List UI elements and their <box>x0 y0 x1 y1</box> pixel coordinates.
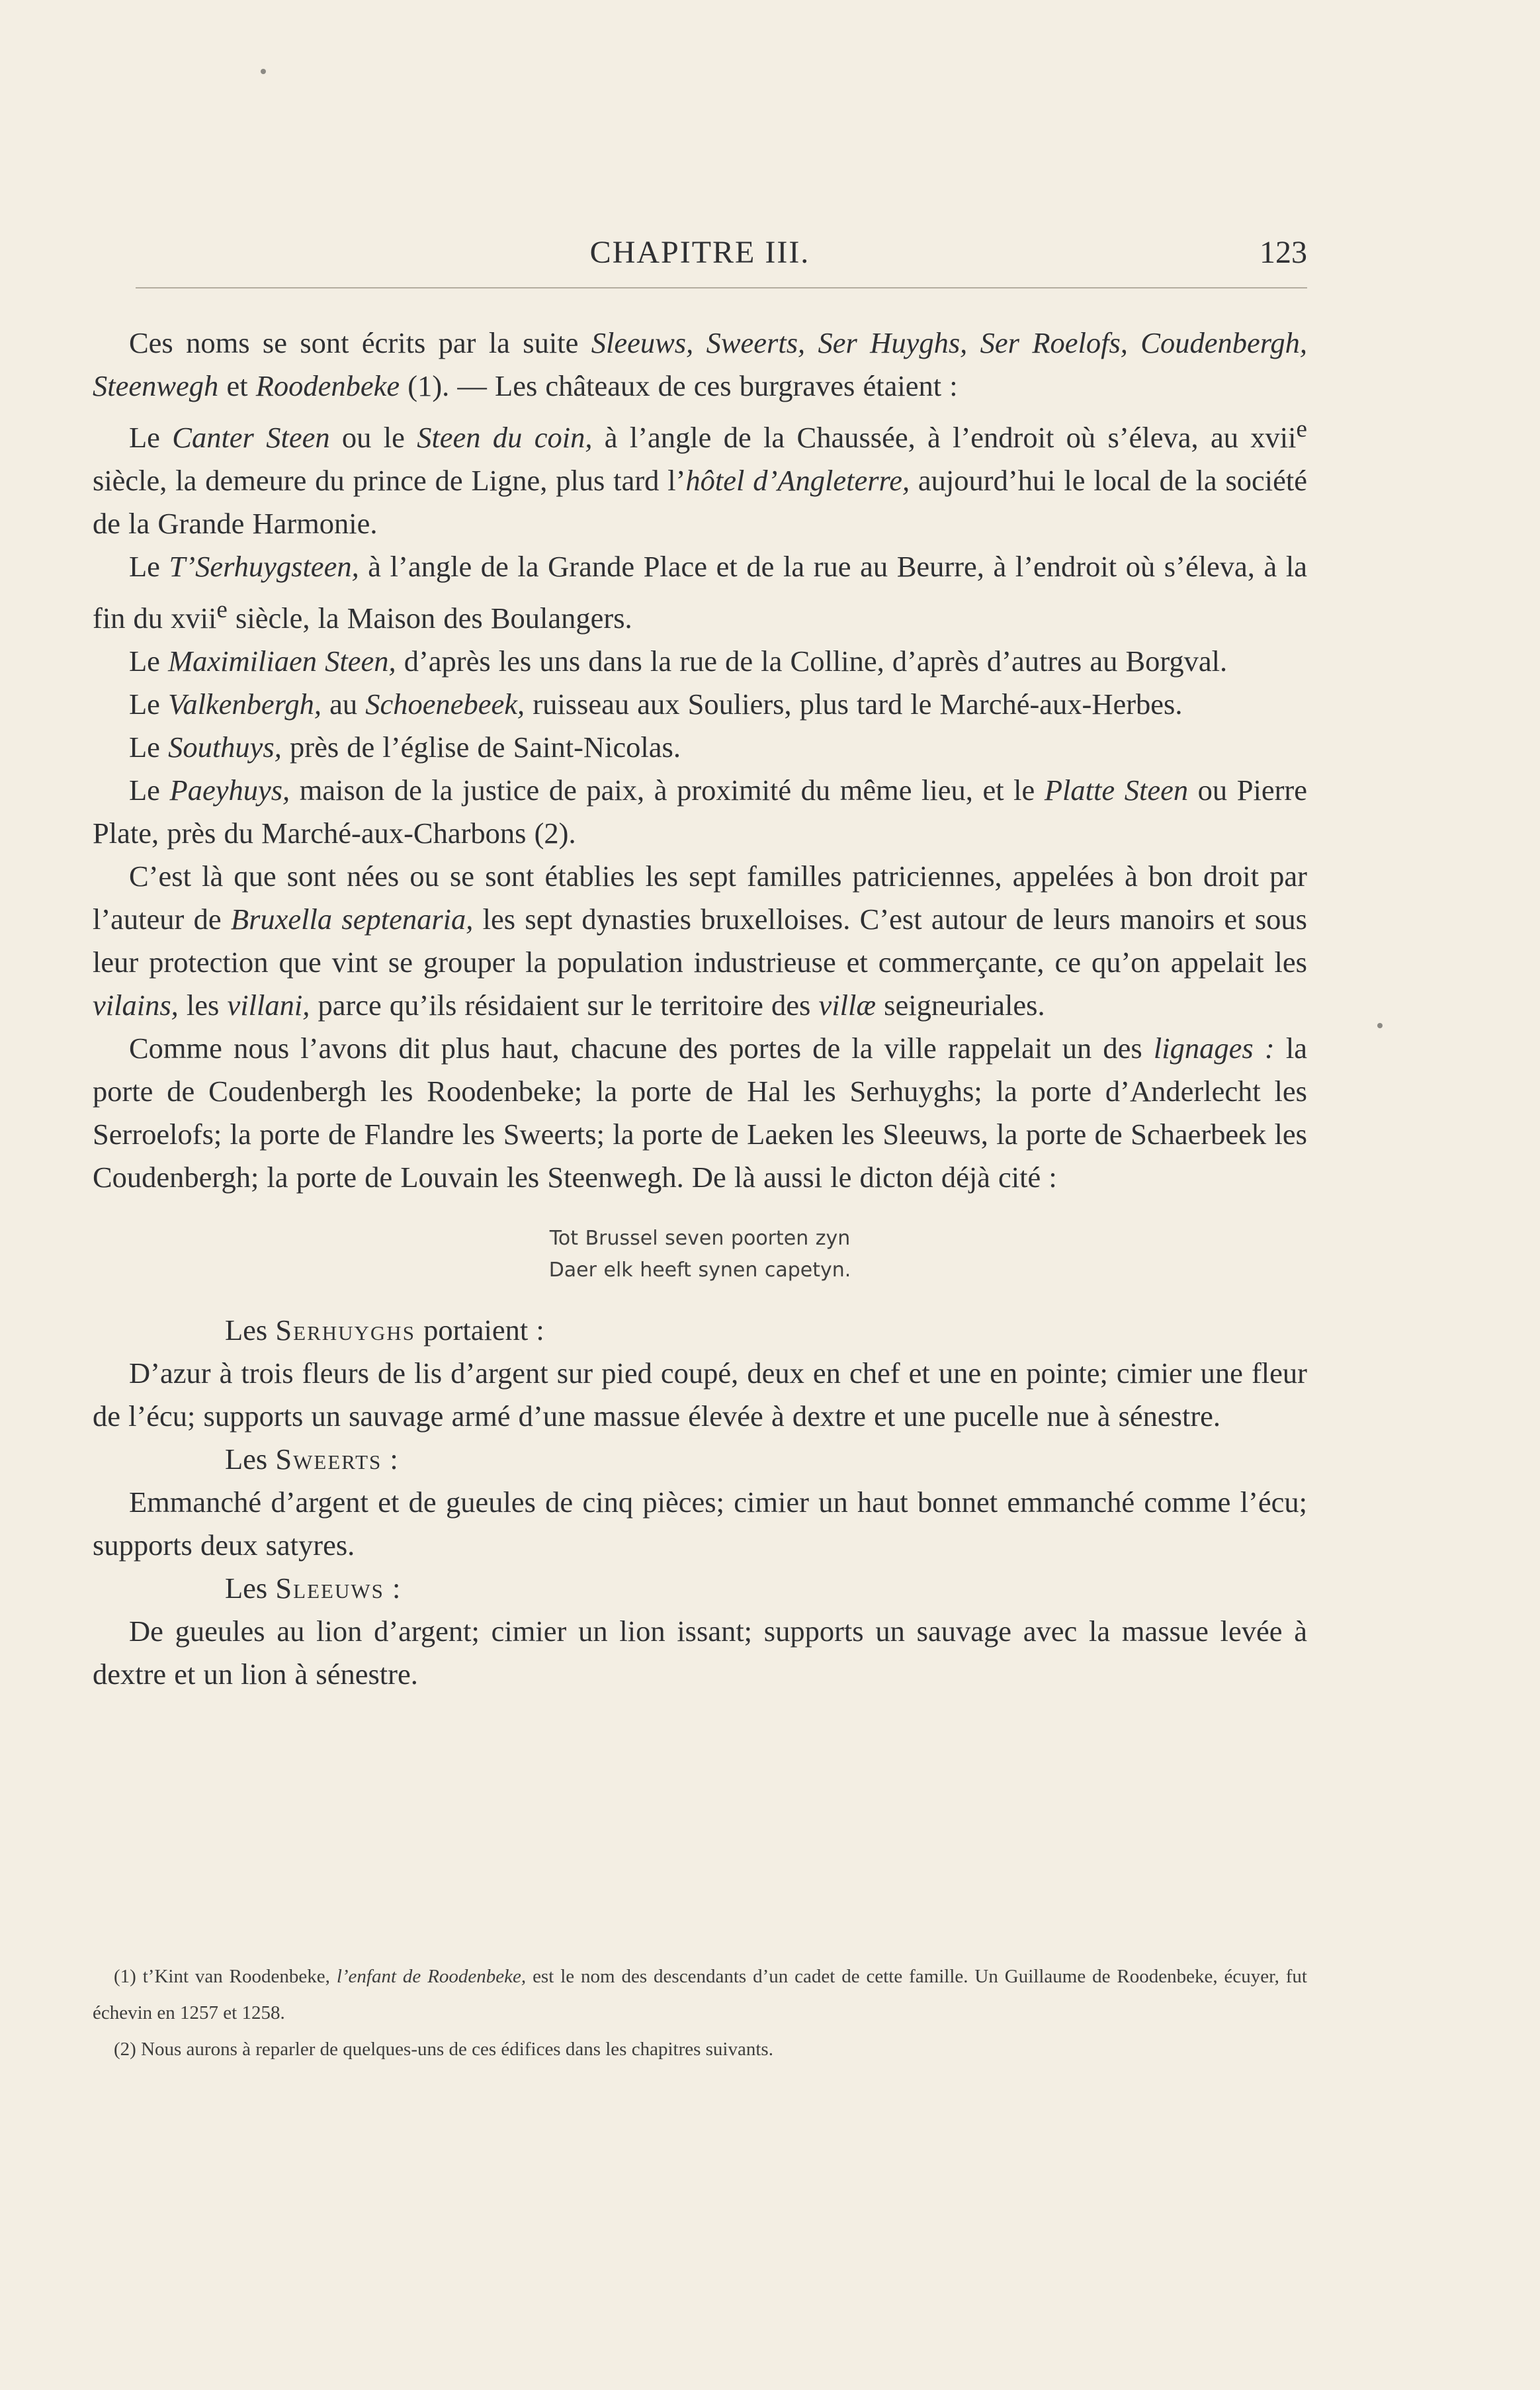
italic-text: Paeyhuys, <box>169 773 290 807</box>
paragraph-2 <box>93 408 1307 545</box>
text: au <box>321 687 366 721</box>
footnote-1 <box>93 1959 1307 2031</box>
text: d’après les uns dans la rue de la Colline, d’après d’autres au Borgval. <box>396 644 1228 678</box>
italic-text: lignages : <box>1153 1031 1275 1065</box>
italic-text: Canter Steen <box>172 420 330 454</box>
text: Le <box>129 773 170 807</box>
family-name: Sleeuws <box>275 1571 384 1605</box>
text: Le <box>129 549 169 583</box>
italic-text: Southuys, <box>168 730 282 764</box>
paragraph-6 <box>93 726 1307 769</box>
footnote-2: (2) Nous aurons à reparler de quelques-uns de ces édifices dans les chapitres suivants. <box>114 2039 773 2060</box>
text: siècle, la demeure du prince de Ligne, plus tard l’ <box>93 463 686 497</box>
paragraph-8 <box>93 855 1307 1027</box>
italic-text: T’Serhuygsteen, <box>169 549 359 583</box>
text: (1) t’Kint van Roodenbeke, <box>114 1966 337 1987</box>
text: C’est là que sont nées ou se sont établies les sept familles patriciennes, appelées à bon droit par l’auteur de <box>93 859 1307 936</box>
main-text <box>93 322 1307 1696</box>
arms-heading-sleeuws <box>93 1567 1307 1610</box>
verse-quote <box>93 1223 1307 1286</box>
arms-heading-serhuyghs <box>93 1309 1307 1352</box>
text: Ces noms se sont écrits par la suite <box>129 326 591 359</box>
text: aujourd’hui le local de la société de la Grande Harmonie. <box>93 463 1307 540</box>
text: Comme nous l’avons dit plus haut, chacune des portes de la ville rappelait un des <box>129 1031 1154 1065</box>
text: Les <box>225 1313 276 1347</box>
verse-line: Daer elk heeft synen capetyn. <box>548 1258 851 1282</box>
text: Le <box>129 420 173 454</box>
text: ou le <box>329 420 417 454</box>
text: à l’angle de la Chaussée, à l’endroit où s’éleva, au xvii <box>592 420 1297 454</box>
footnotes <box>93 1959 1307 2068</box>
arms-heading-sweerts <box>93 1438 1307 1481</box>
text: : <box>384 1571 401 1605</box>
italic-text: Valkenbergh, <box>168 687 321 721</box>
text: ruisseau aux Souliers, plus tard le Marché-aux-Herbes. <box>525 687 1183 721</box>
arms-description-sweerts: Emmanché d’argent et de gueules de cinq pièces; cimier un haut bonnet emmanché comme l’écu; supports deux satyres. <box>93 1485 1307 1562</box>
italic-text: Steen du coin, <box>417 420 593 454</box>
text: Les <box>225 1442 276 1476</box>
text: les <box>178 988 228 1022</box>
text: Le <box>129 730 169 764</box>
italic-text: Bruxella septenaria, <box>230 902 474 936</box>
paragraph-9 <box>93 1027 1307 1199</box>
text: et <box>218 369 256 402</box>
italic-text: Roodenbeke <box>255 369 400 402</box>
text: est le nom des descendants d’un cadet de cette famille. Un Guillaume de Roodenbeke, écuyer, fut échevin en 1257 et 1258. <box>93 1966 1307 2023</box>
italic-text: Platte Steen <box>1044 773 1189 807</box>
page-number: 123 <box>1260 235 1307 270</box>
italic-text: Schoenebeek, <box>365 687 525 721</box>
italic-text: vilains, <box>93 988 179 1022</box>
text: : <box>382 1442 398 1476</box>
italic-text: villæ <box>818 988 877 1022</box>
running-header <box>93 230 1307 277</box>
text: siècle, la Maison des Boulangers. <box>227 601 632 635</box>
superscript: e <box>1296 416 1307 443</box>
italic-text: villani, <box>227 988 310 1022</box>
verse-line: Tot Brussel seven poorten zyn <box>549 1226 851 1250</box>
text: les sept dynasties bruxelloises. C’est autour de leurs manoirs et sous leur protection que vint se grouper la population industrieuse et commerçante, ce qu’on appelait les <box>93 902 1307 979</box>
text: Les <box>225 1571 276 1605</box>
italic-text: Sleeuws, Sweerts, Ser Huyghs, Ser Roelofs, Coudenbergh, Steenwegh <box>93 326 1308 402</box>
header-rule <box>136 287 1307 288</box>
italic-text: hôtel d’Angleterre, <box>685 463 910 497</box>
paragraph-3 <box>93 545 1307 640</box>
italic-text: Maximiliaen Steen, <box>168 644 396 678</box>
arms-description-serhuyghs: D’azur à trois fleurs de lis d’argent sur pied coupé, deux en chef et une en pointe; cimier une fleur de l’écu; supports un sauvage armé d’une massue élevée à dextre et une pucelle nue à sénestre. <box>93 1356 1307 1433</box>
ink-speck <box>261 69 266 74</box>
paragraph-1 <box>93 322 1307 408</box>
superscript: e <box>216 596 228 623</box>
text: seigneuriales. <box>876 988 1045 1022</box>
text: Le <box>129 644 169 678</box>
ink-speck <box>1377 1023 1383 1028</box>
italic-text: l’enfant de Roodenbeke, <box>336 1966 527 1987</box>
text: la porte de Coudenbergh les Roodenbeke; la porte de Hal les Serhuyghs; la porte d’Anderlecht les Serroelofs; la porte de Flandre les Sweerts; la porte de Laeken les Sleeuws, la porte de Schaerbeek les Coudenbergh; la porte de Louvain les Steenwegh. De là aussi le dicton déjà cité : <box>93 1031 1307 1194</box>
paragraph-7 <box>93 769 1307 855</box>
text: (1). — Les châteaux de ces burgraves étaient : <box>400 369 958 402</box>
paragraph-4 <box>93 640 1307 683</box>
chapter-title: CHAPITRE III. <box>589 235 810 270</box>
text: à l’angle de la Grande Place et de la rue au Beurre, à l’endroit où s’éleva, à la fin du xvii <box>93 549 1308 635</box>
text: maison de la justice de paix, à proximité du même lieu, et le <box>290 773 1045 807</box>
text: ou Pierre Plate, près du Marché-aux-Charbons (2). <box>93 773 1307 850</box>
text: près de l’église de Saint-Nicolas. <box>281 730 681 764</box>
arms-description-sleeuws: De gueules au lion d’argent; cimier un lion issant; supports un sauvage avec la massue levée à dextre et un lion à sénestre. <box>93 1614 1307 1691</box>
text: portaient : <box>415 1313 544 1347</box>
family-name: Sweerts <box>275 1442 382 1476</box>
text: parce qu’ils résidaient sur le territoire des <box>310 988 819 1022</box>
text: Le <box>129 687 169 721</box>
family-name: Serhuyghs <box>275 1313 415 1347</box>
paragraph-5 <box>93 683 1307 726</box>
